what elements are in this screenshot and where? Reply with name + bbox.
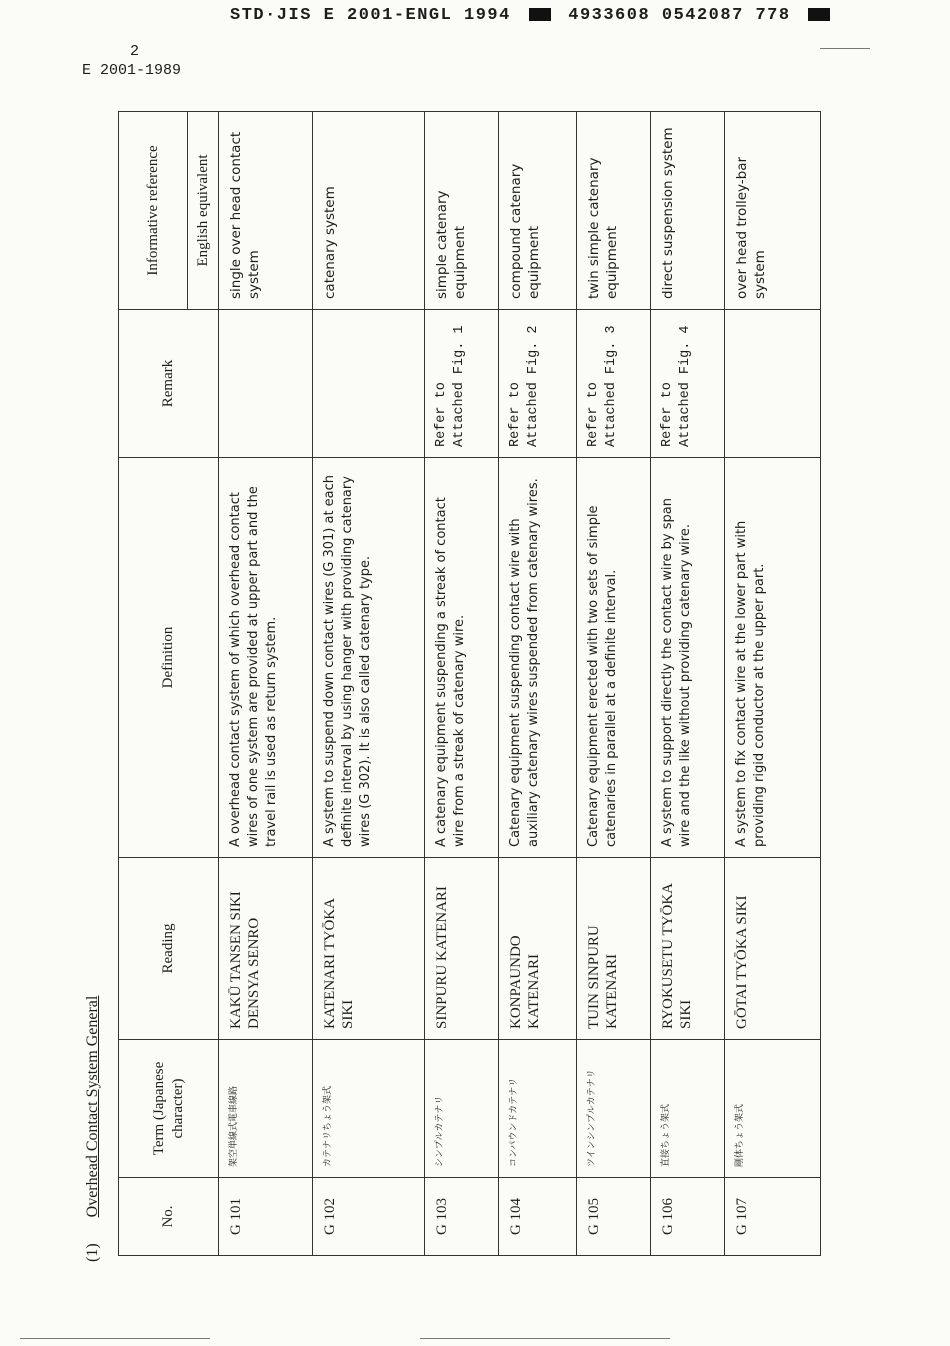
cell-definition: A catenary equipment suspending a streak of contact wire from a streak of catenary wire. <box>425 458 499 858</box>
cell-no: G 105 <box>577 1178 651 1256</box>
cell-term: シンプルカテナリ <box>425 1040 499 1178</box>
cell-english: single over head contact system <box>219 112 313 310</box>
scan-mark <box>420 1338 670 1339</box>
cell-term: ツインシンプルカテナリ <box>577 1040 651 1178</box>
table-row <box>577 112 651 1256</box>
table-row <box>725 112 821 1256</box>
terms-table <box>118 111 821 1256</box>
document-code <box>230 6 836 25</box>
table-row <box>219 112 313 1256</box>
header-term: Term (Japanese character) <box>119 1040 219 1178</box>
table-row <box>651 112 725 1256</box>
header-english: English equivalent <box>188 112 219 310</box>
header-informative: Informative reference <box>119 112 188 310</box>
rotated-content <box>84 112 826 1262</box>
cell-definition: Catenary equipment erected with two sets of simple catenaries in parallel at a definite interval. <box>577 458 651 858</box>
header-definition: Definition <box>119 458 219 858</box>
cell-remark <box>725 310 821 458</box>
cell-term: 剛体ちょう架式 <box>725 1040 821 1178</box>
cell-no: G 107 <box>725 1178 821 1256</box>
page-number: 2 <box>130 43 140 60</box>
cell-no: G 103 <box>425 1178 499 1256</box>
cell-reading: TUIN SINPURU KATENARI <box>577 858 651 1040</box>
cell-remark: Refer to Attached Fig. 4 <box>651 310 725 458</box>
cell-english: direct suspension system <box>651 112 725 310</box>
header-remark: Remark <box>119 310 219 458</box>
cell-term: カテナリちょう架式 <box>313 1040 425 1178</box>
scan-mark <box>820 48 870 49</box>
header-no: No. <box>119 1178 219 1256</box>
table-row <box>425 112 499 1256</box>
cell-english: catenary system <box>313 112 425 310</box>
cell-term: コンパウンドカテナリ <box>499 1040 577 1178</box>
cell-remark: Refer to Attached Fig. 2 <box>499 310 577 458</box>
document-code-left: STD·JIS E 2001-ENGL 1994 <box>230 6 511 25</box>
cell-remark <box>219 310 313 458</box>
cell-definition: A system to fix contact wire at the lower part with providing rigid conductor at the upper part. <box>725 458 821 858</box>
table-row <box>499 112 577 1256</box>
cell-reading: KONPAUNDO KATENARI <box>499 858 577 1040</box>
cell-definition: A system to suspend down contact wires (G 301) at each definite interval by using hanger with providing catenary wires (G 302). It is also called catenary type. <box>313 458 425 858</box>
cell-no: G 101 <box>219 1178 313 1256</box>
standard-number: E 2001-1989 <box>82 62 182 79</box>
document-code-right: 4933608 0542087 778 <box>568 6 791 25</box>
table-row <box>313 112 425 1256</box>
cell-reading: RYOKUSETU TYŌKA SIKI <box>651 858 725 1040</box>
section-title: Overhead Contact System General <box>84 995 101 1218</box>
cell-english: twin simple catenary equipment <box>577 112 651 310</box>
section-number: (1) <box>84 1243 101 1262</box>
redaction-block <box>808 8 830 21</box>
header-reading: Reading <box>119 858 219 1040</box>
cell-english: simple catenary equipment <box>425 112 499 310</box>
cell-term: 直接ちょう架式 <box>651 1040 725 1178</box>
cell-definition: A overhead contact system of which overhead contact wires of one system are provided at upper part and the travel rail is used as return system. <box>219 458 313 858</box>
cell-no: G 104 <box>499 1178 577 1256</box>
scan-mark <box>20 1338 210 1339</box>
cell-english: compound catenary equipment <box>499 112 577 310</box>
cell-reading: SINPURU KATENARI <box>425 858 499 1040</box>
cell-no: G 102 <box>313 1178 425 1256</box>
cell-definition: Catenary equipment suspending contact wire with auxiliary catenary wires suspended from catenary wires. <box>499 458 577 858</box>
section-heading <box>84 996 118 1262</box>
cell-reading: KATENARI TYŌKA SIKI <box>313 858 425 1040</box>
redaction-block <box>529 8 551 21</box>
cell-reading: GŌTAI TYŌKA SIKI <box>725 858 821 1040</box>
cell-no: G 106 <box>651 1178 725 1256</box>
cell-definition: A system to support directly the contact wire by span wire and the like without providing catenary wire. <box>651 458 725 858</box>
cell-remark: Refer to Attached Fig. 1 <box>425 310 499 458</box>
cell-english: over head trolley-bar system <box>725 112 821 310</box>
cell-term: 架空単線式電車線路 <box>219 1040 313 1178</box>
cell-remark <box>313 310 425 458</box>
cell-reading: KAKŪ TANSEN SIKI DENSYA SENRO <box>219 858 313 1040</box>
cell-remark: Refer to Attached Fig. 3 <box>577 310 651 458</box>
